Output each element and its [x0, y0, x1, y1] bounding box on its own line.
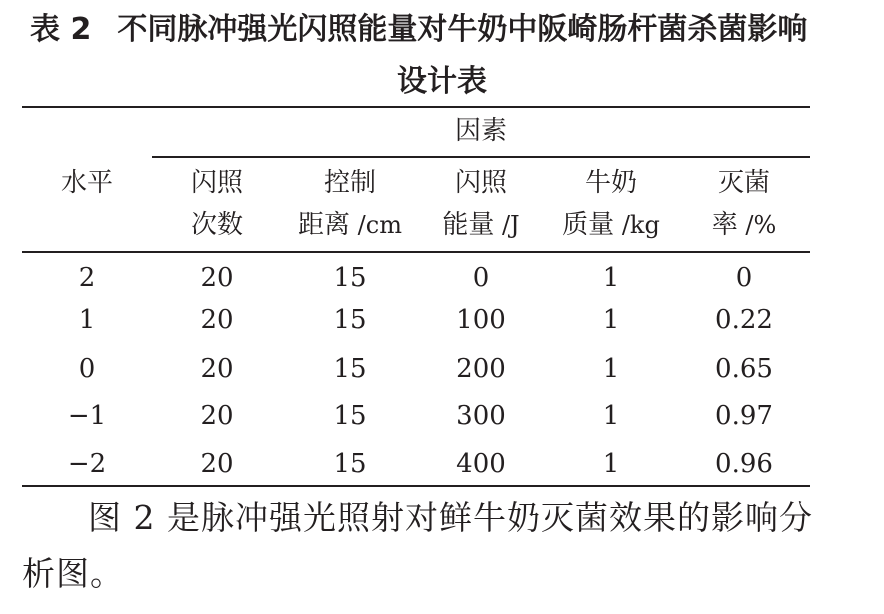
level-header: 水平 [60, 168, 113, 198]
sterilization-rate-cell: 0.65 [715, 354, 773, 384]
column-header-flash-energy [418, 162, 544, 246]
caption-label: 表 2 [30, 12, 92, 47]
caption-title-line2: 设计表 [397, 64, 487, 99]
column-header-name: 率 [711, 210, 738, 240]
level-cell: 1 [78, 305, 96, 335]
sterilization-rate-cell: 0.97 [715, 401, 773, 431]
flash-energy-cell: 300 [456, 401, 506, 431]
sterilization-rate-cell: 0 [735, 263, 753, 293]
level-cell: −1 [67, 401, 107, 431]
column-header-line2 [544, 204, 678, 246]
column-header-line1: 闪照 [190, 168, 243, 198]
column-header-line1: 灭菌 [717, 168, 770, 198]
column-header-line2 [678, 204, 810, 246]
column-header-unit: /kg [614, 211, 660, 239]
paragraph-line1-text: 图 2 是脉冲强光照射对鲜牛奶灭菌效果的影响分 [88, 498, 813, 537]
column-header-unit: /cm [350, 211, 402, 239]
column-header-distance [282, 162, 418, 246]
flash-energy-cell: 200 [456, 354, 506, 384]
caption-line1 [30, 10, 820, 50]
paragraph-line2: 析图。 [22, 554, 124, 593]
flash-count-cell: 20 [200, 263, 234, 293]
column-header-name: 次数 [190, 210, 243, 240]
table-header-rule [22, 251, 810, 253]
column-header-unit: /% [737, 211, 777, 239]
column-header-milk-mass [544, 162, 678, 246]
milk-mass-cell: 1 [602, 401, 620, 431]
level-cell: 2 [78, 263, 96, 293]
factor-group-header: 因素 [454, 116, 507, 146]
caption-title-line1: 不同脉冲强光闪照能量对牛奶中阪崎肠杆菌杀菌影响 [117, 12, 808, 47]
milk-mass-cell: 1 [602, 449, 620, 479]
distance-cell: 15 [333, 401, 367, 431]
body-paragraph [22, 490, 822, 602]
sterilization-rate-cell: 0.96 [715, 449, 773, 479]
distance-cell: 15 [333, 305, 367, 335]
sterilization-rate-cell: 0.22 [715, 305, 773, 335]
flash-count-cell: 20 [200, 354, 234, 384]
column-header-name: 质量 [562, 210, 615, 240]
column-header-name: 距离 [298, 210, 351, 240]
flash-count-cell: 20 [200, 305, 234, 335]
column-header-line2 [152, 204, 282, 246]
milk-mass-cell: 1 [602, 263, 620, 293]
column-header-line1: 闪照 [454, 168, 507, 198]
milk-mass-cell: 1 [602, 354, 620, 384]
distance-cell: 15 [333, 354, 367, 384]
column-header-flash-count [152, 162, 282, 246]
flash-energy-cell: 400 [456, 449, 506, 479]
column-header-sterilization-rate [678, 162, 810, 246]
column-header-name: 能量 [442, 210, 495, 240]
column-header-line2 [418, 204, 544, 246]
column-header-line1: 控制 [323, 168, 376, 198]
distance-cell: 15 [333, 263, 367, 293]
flash-energy-cell: 0 [472, 263, 490, 293]
column-header-line2 [282, 204, 418, 246]
flash-count-cell: 20 [200, 449, 234, 479]
distance-cell: 15 [333, 449, 367, 479]
factor-group-rule [152, 156, 810, 158]
level-cell: 0 [78, 354, 96, 384]
table-top-rule [22, 106, 810, 108]
milk-mass-cell: 1 [602, 305, 620, 335]
column-header-line1: 牛奶 [584, 168, 637, 198]
column-header-unit: /J [494, 211, 520, 239]
paragraph-line1 [22, 490, 822, 546]
flash-energy-cell: 100 [456, 305, 506, 335]
table-bottom-rule [22, 485, 810, 487]
flash-count-cell: 20 [200, 401, 234, 431]
level-cell: −2 [67, 449, 107, 479]
